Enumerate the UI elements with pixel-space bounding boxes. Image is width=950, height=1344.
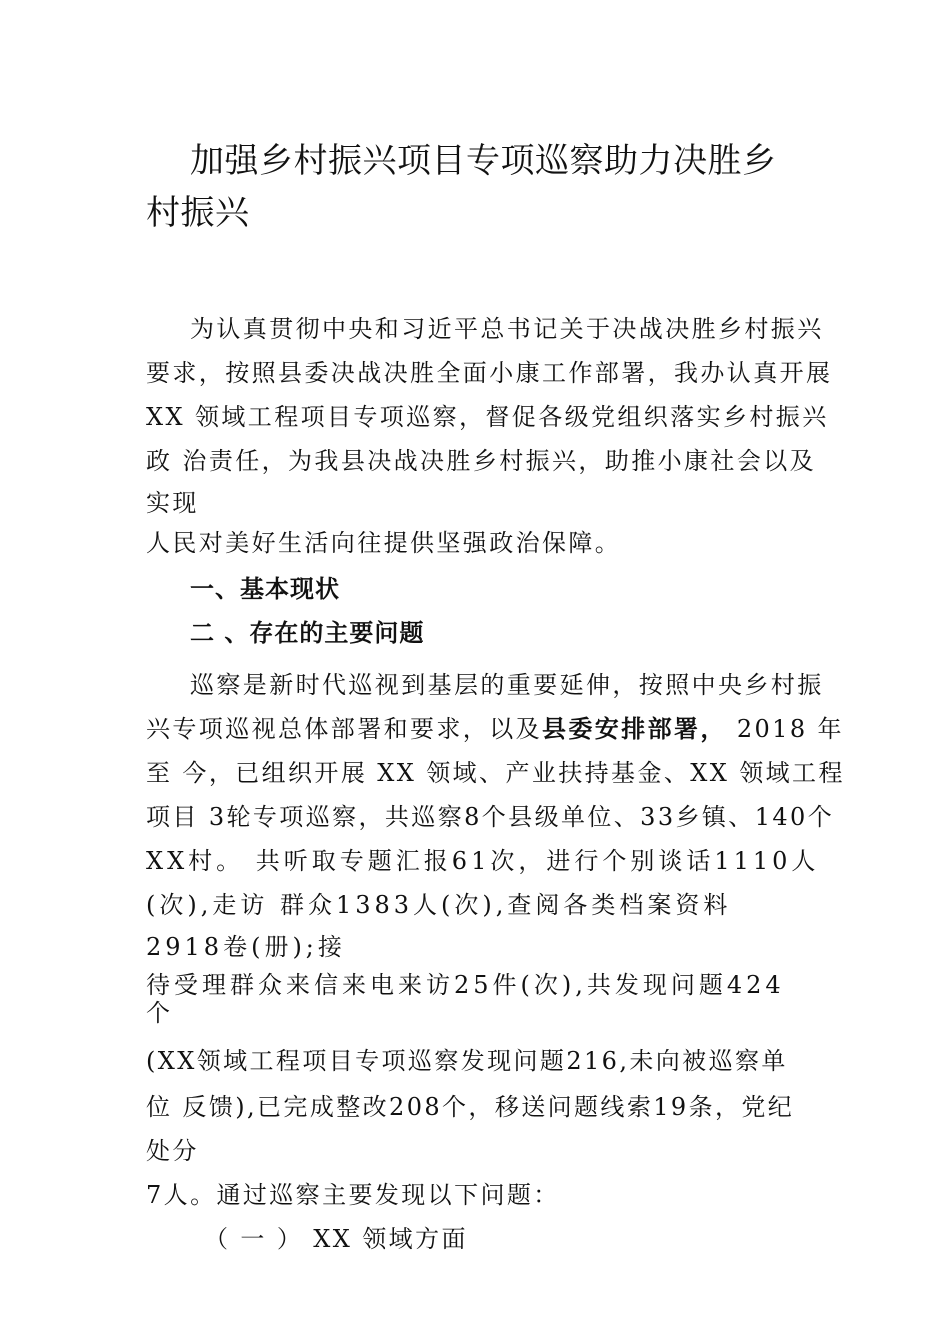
- intro-line-5: 实现: [146, 489, 199, 517]
- body-line-3: 至 今，已组织开展 XX 领域、产业扶持基金、XX 领域工程: [146, 759, 845, 787]
- subsection-heading-1: （ 一 ） XX 领域方面: [204, 1225, 468, 1253]
- body-line-8: 待受理群众来信来电来访25件(次),共发现问题424: [146, 971, 785, 999]
- body-line-4: 项目 3轮专项巡察，共巡察8个县级单位、33乡镇、140个: [146, 803, 835, 831]
- body-line-11: 位 反馈),已完成整改208个，移送问题线索19条，党纪: [146, 1093, 795, 1121]
- intro-line-4: 政 治责任，为我县决战决胜乡村振兴，助推小康社会以及: [146, 447, 817, 475]
- intro-line-3: XX 领域工程项目专项巡察，督促各级党组织落实乡村振兴: [146, 403, 829, 431]
- body-line-7: 2918卷(册);接: [146, 933, 346, 961]
- body-line-1: 巡察是新时代巡视到基层的重要延伸，按照中央乡村振: [190, 671, 824, 699]
- body-line-5: XX村。 共听取专题汇报61次，进行个别谈话1110人: [146, 847, 820, 875]
- intro-line-1: 为认真贯彻中央和习近平总书记关于决战决胜乡村振兴: [190, 315, 824, 343]
- body-line-12: 处分: [146, 1137, 199, 1165]
- intro-line-2: 要求，按照县委决战决胜全面小康工作部署，我办认真开展: [146, 359, 833, 387]
- body-line-6: (次),走访 群众1383人(次),查阅各类档案资料: [146, 891, 732, 919]
- document-title-line-2: 村振兴: [146, 193, 250, 233]
- body-line-2-bold: 县委安排部署，: [542, 715, 727, 743]
- body-line-13: 7人。通过巡察主要发现以下问题：: [146, 1181, 560, 1209]
- document-title-line-1: 加强乡村振兴项目专项巡察助力决胜乡: [190, 141, 777, 181]
- body-line-2-year: 2018 年: [726, 715, 844, 743]
- body-line-2: [146, 714, 844, 744]
- section-heading-2: 二 、存在的主要问题: [190, 619, 425, 647]
- body-line-10: (XX领域工程项目专项巡察发现问题216,未向被巡察单: [146, 1047, 788, 1075]
- section-heading-1: 一、基本现状: [190, 575, 340, 603]
- intro-line-6: 人民对美好生活向往提供坚强政治保障。: [146, 529, 622, 557]
- body-line-2-text: 兴专项巡视总体部署和要求，以及: [146, 715, 542, 743]
- body-line-9: 个: [146, 999, 173, 1027]
